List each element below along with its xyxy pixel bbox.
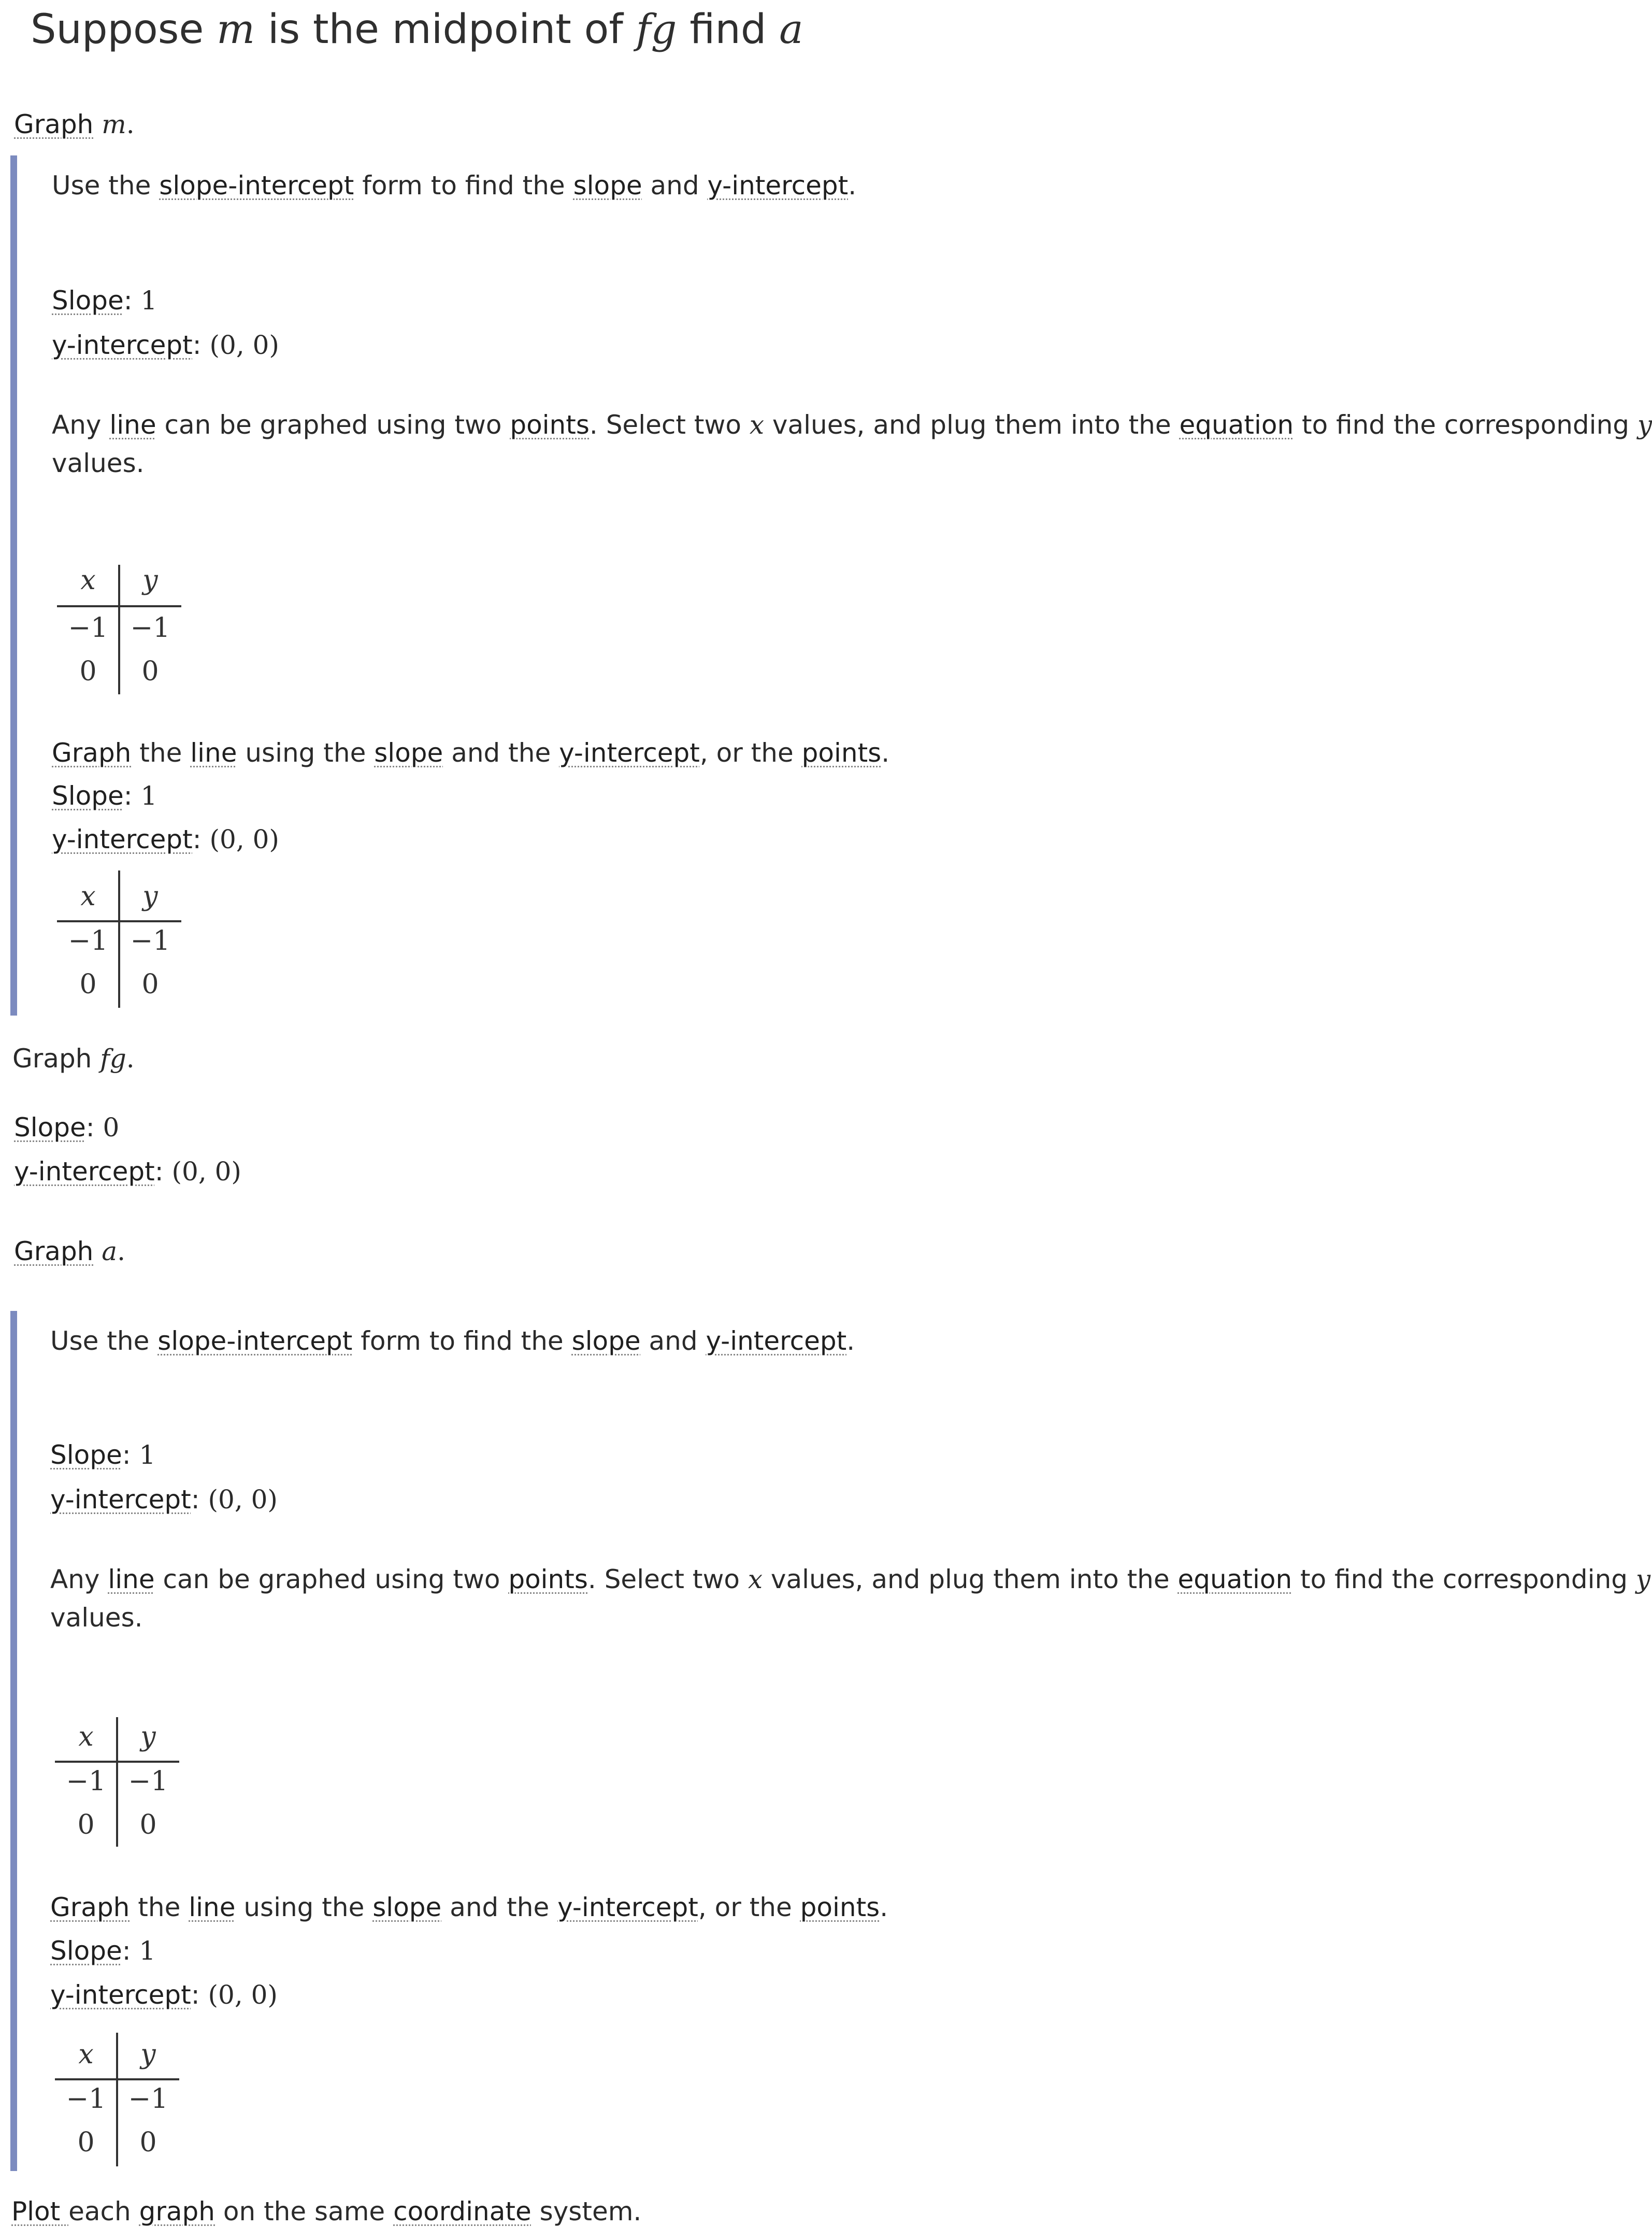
term-slope[interactable]: Slope xyxy=(50,1936,122,1966)
term-equation[interactable]: equation xyxy=(1179,410,1294,440)
page-title: Suppose m is the midpoint of fg find a xyxy=(31,6,803,53)
term-graph[interactable]: Graph xyxy=(50,1892,130,1922)
table-cell: −1 xyxy=(128,2083,168,2115)
y-intercept-line-fg: y-intercept: (0, 0) xyxy=(14,1157,241,1187)
term-line[interactable]: line xyxy=(108,1564,155,1594)
table-cell: 0 xyxy=(79,656,97,687)
term-y-intercept[interactable]: y-intercept xyxy=(559,738,700,768)
term-graph[interactable]: Graph xyxy=(52,738,132,768)
table-cell: 0 xyxy=(139,1809,157,1840)
plot-each-graph-text: Plot each graph on the same coordinate system. xyxy=(11,2196,642,2226)
term-plot[interactable]: Plot xyxy=(11,2196,69,2226)
intercept-value: (0, 0) xyxy=(171,1157,241,1187)
slope-line-m-2: Slope: 1 xyxy=(52,781,157,811)
slope-value: 1 xyxy=(140,285,157,316)
table-cell: −1 xyxy=(128,1766,168,1797)
term-y-intercept[interactable]: y-intercept xyxy=(557,1892,698,1922)
term-y-intercept[interactable]: y-intercept xyxy=(52,330,193,360)
table-cell: 0 xyxy=(141,656,159,687)
term-slope[interactable]: Slope xyxy=(52,285,124,316)
graph-line-text: Graph the line using the slope and the y-intercept, or the points. xyxy=(50,1892,888,1922)
term-y-intercept[interactable]: y-intercept xyxy=(707,170,849,201)
table-cell: −1 xyxy=(68,612,108,644)
table-header-x: x xyxy=(78,2039,94,2070)
term-slope[interactable]: slope xyxy=(372,1892,442,1922)
term-graph[interactable]: graph xyxy=(139,2196,215,2226)
y-intercept-line-a-2: y-intercept: (0, 0) xyxy=(50,1980,278,2010)
term-graph[interactable]: Graph xyxy=(14,109,94,139)
term-points[interactable]: points xyxy=(801,738,882,768)
any-line-text-cont: values. xyxy=(50,1603,143,1633)
table-header-y: y xyxy=(142,565,158,596)
any-line-text: Any line can be graphed using two points. Select two x values, and plug them into the equation to find the corresponding y xyxy=(52,410,1652,440)
term-y-intercept[interactable]: y-intercept xyxy=(52,824,193,854)
table-cell: −1 xyxy=(130,925,170,957)
slope-line-a-2: Slope: 1 xyxy=(50,1936,156,1966)
table-header-y: y xyxy=(142,881,158,912)
y-intercept-line-m: y-intercept: (0, 0) xyxy=(52,330,279,360)
term-slope[interactable]: slope xyxy=(374,738,443,768)
term-y-intercept[interactable]: y-intercept xyxy=(706,1326,847,1356)
slope-line-fg: Slope: 0 xyxy=(14,1112,120,1143)
table-cell: −1 xyxy=(66,2083,106,2115)
intercept-value: (0, 0) xyxy=(209,330,279,360)
title-var-fg: fg xyxy=(636,6,677,53)
table-cell: 0 xyxy=(77,2127,95,2158)
term-slope[interactable]: slope xyxy=(571,1326,641,1356)
term-y-intercept[interactable]: y-intercept xyxy=(50,1484,191,1515)
table-header-x: x xyxy=(80,881,96,912)
slope-line-m: Slope: 1 xyxy=(52,285,157,316)
y-intercept-line-m-2: y-intercept: (0, 0) xyxy=(52,824,279,854)
term-points[interactable]: points xyxy=(800,1892,880,1922)
any-line-text: Any line can be graphed using two points. Select two x values, and plug them into the equation to find the corresponding y xyxy=(50,1564,1651,1594)
any-line-text-cont: values. xyxy=(52,448,145,478)
term-slope[interactable]: Slope xyxy=(50,1440,122,1470)
table-cell: 0 xyxy=(77,1809,95,1840)
slope-line-a: Slope: 1 xyxy=(50,1440,156,1470)
y-intercept-line-a: y-intercept: (0, 0) xyxy=(50,1484,278,1515)
table-cell: 0 xyxy=(139,2127,157,2158)
table-cell: −1 xyxy=(68,925,108,957)
table-header-x: x xyxy=(80,565,96,596)
table-cell: 0 xyxy=(79,969,97,1000)
term-graph[interactable]: Graph xyxy=(14,1236,94,1266)
graph-line-text: Graph the line using the slope and the y-intercept, or the points. xyxy=(52,738,890,768)
term-slope[interactable]: Slope xyxy=(14,1112,86,1143)
substep-bar-m xyxy=(10,155,17,1016)
table-header-y: y xyxy=(140,1721,156,1752)
term-points[interactable]: points xyxy=(510,410,590,440)
table-header-x: x xyxy=(78,1721,94,1752)
term-line[interactable]: line xyxy=(109,410,156,440)
title-var-m: m xyxy=(217,6,255,53)
use-slope-intercept-text: Use the slope-intercept form to find the slope and y-intercept. xyxy=(52,170,857,201)
table-cell: −1 xyxy=(66,1766,106,1797)
term-points[interactable]: points xyxy=(508,1564,588,1594)
term-slope-intercept[interactable]: slope-intercept xyxy=(157,1326,353,1356)
term-line[interactable]: line xyxy=(189,1892,236,1922)
term-y-intercept[interactable]: y-intercept xyxy=(50,1980,191,2010)
term-coordinate[interactable]: coordinate xyxy=(393,2196,531,2226)
term-line[interactable]: line xyxy=(190,738,237,768)
term-equation[interactable]: equation xyxy=(1177,1564,1292,1594)
table-header-y: y xyxy=(140,2039,156,2070)
slope-value: 0 xyxy=(103,1112,120,1143)
step-graph-a: Graph a. xyxy=(14,1236,125,1266)
table-cell: 0 xyxy=(141,969,159,1000)
use-slope-intercept-text: Use the slope-intercept form to find the slope and y-intercept. xyxy=(50,1326,855,1356)
substep-bar-a xyxy=(10,1311,17,2171)
term-slope-intercept[interactable]: slope-intercept xyxy=(159,170,354,201)
term-y-intercept[interactable]: y-intercept xyxy=(14,1157,155,1187)
step-graph-fg: Graph fg. xyxy=(12,1044,135,1074)
intercept-value: (0, 0) xyxy=(208,1484,278,1515)
term-slope[interactable]: Slope xyxy=(52,781,124,811)
step-graph-m: Graph m. xyxy=(14,109,135,139)
slope-value: 1 xyxy=(139,1440,156,1470)
term-slope[interactable]: slope xyxy=(573,170,642,201)
table-cell: −1 xyxy=(130,612,170,644)
title-var-a: a xyxy=(779,6,803,53)
